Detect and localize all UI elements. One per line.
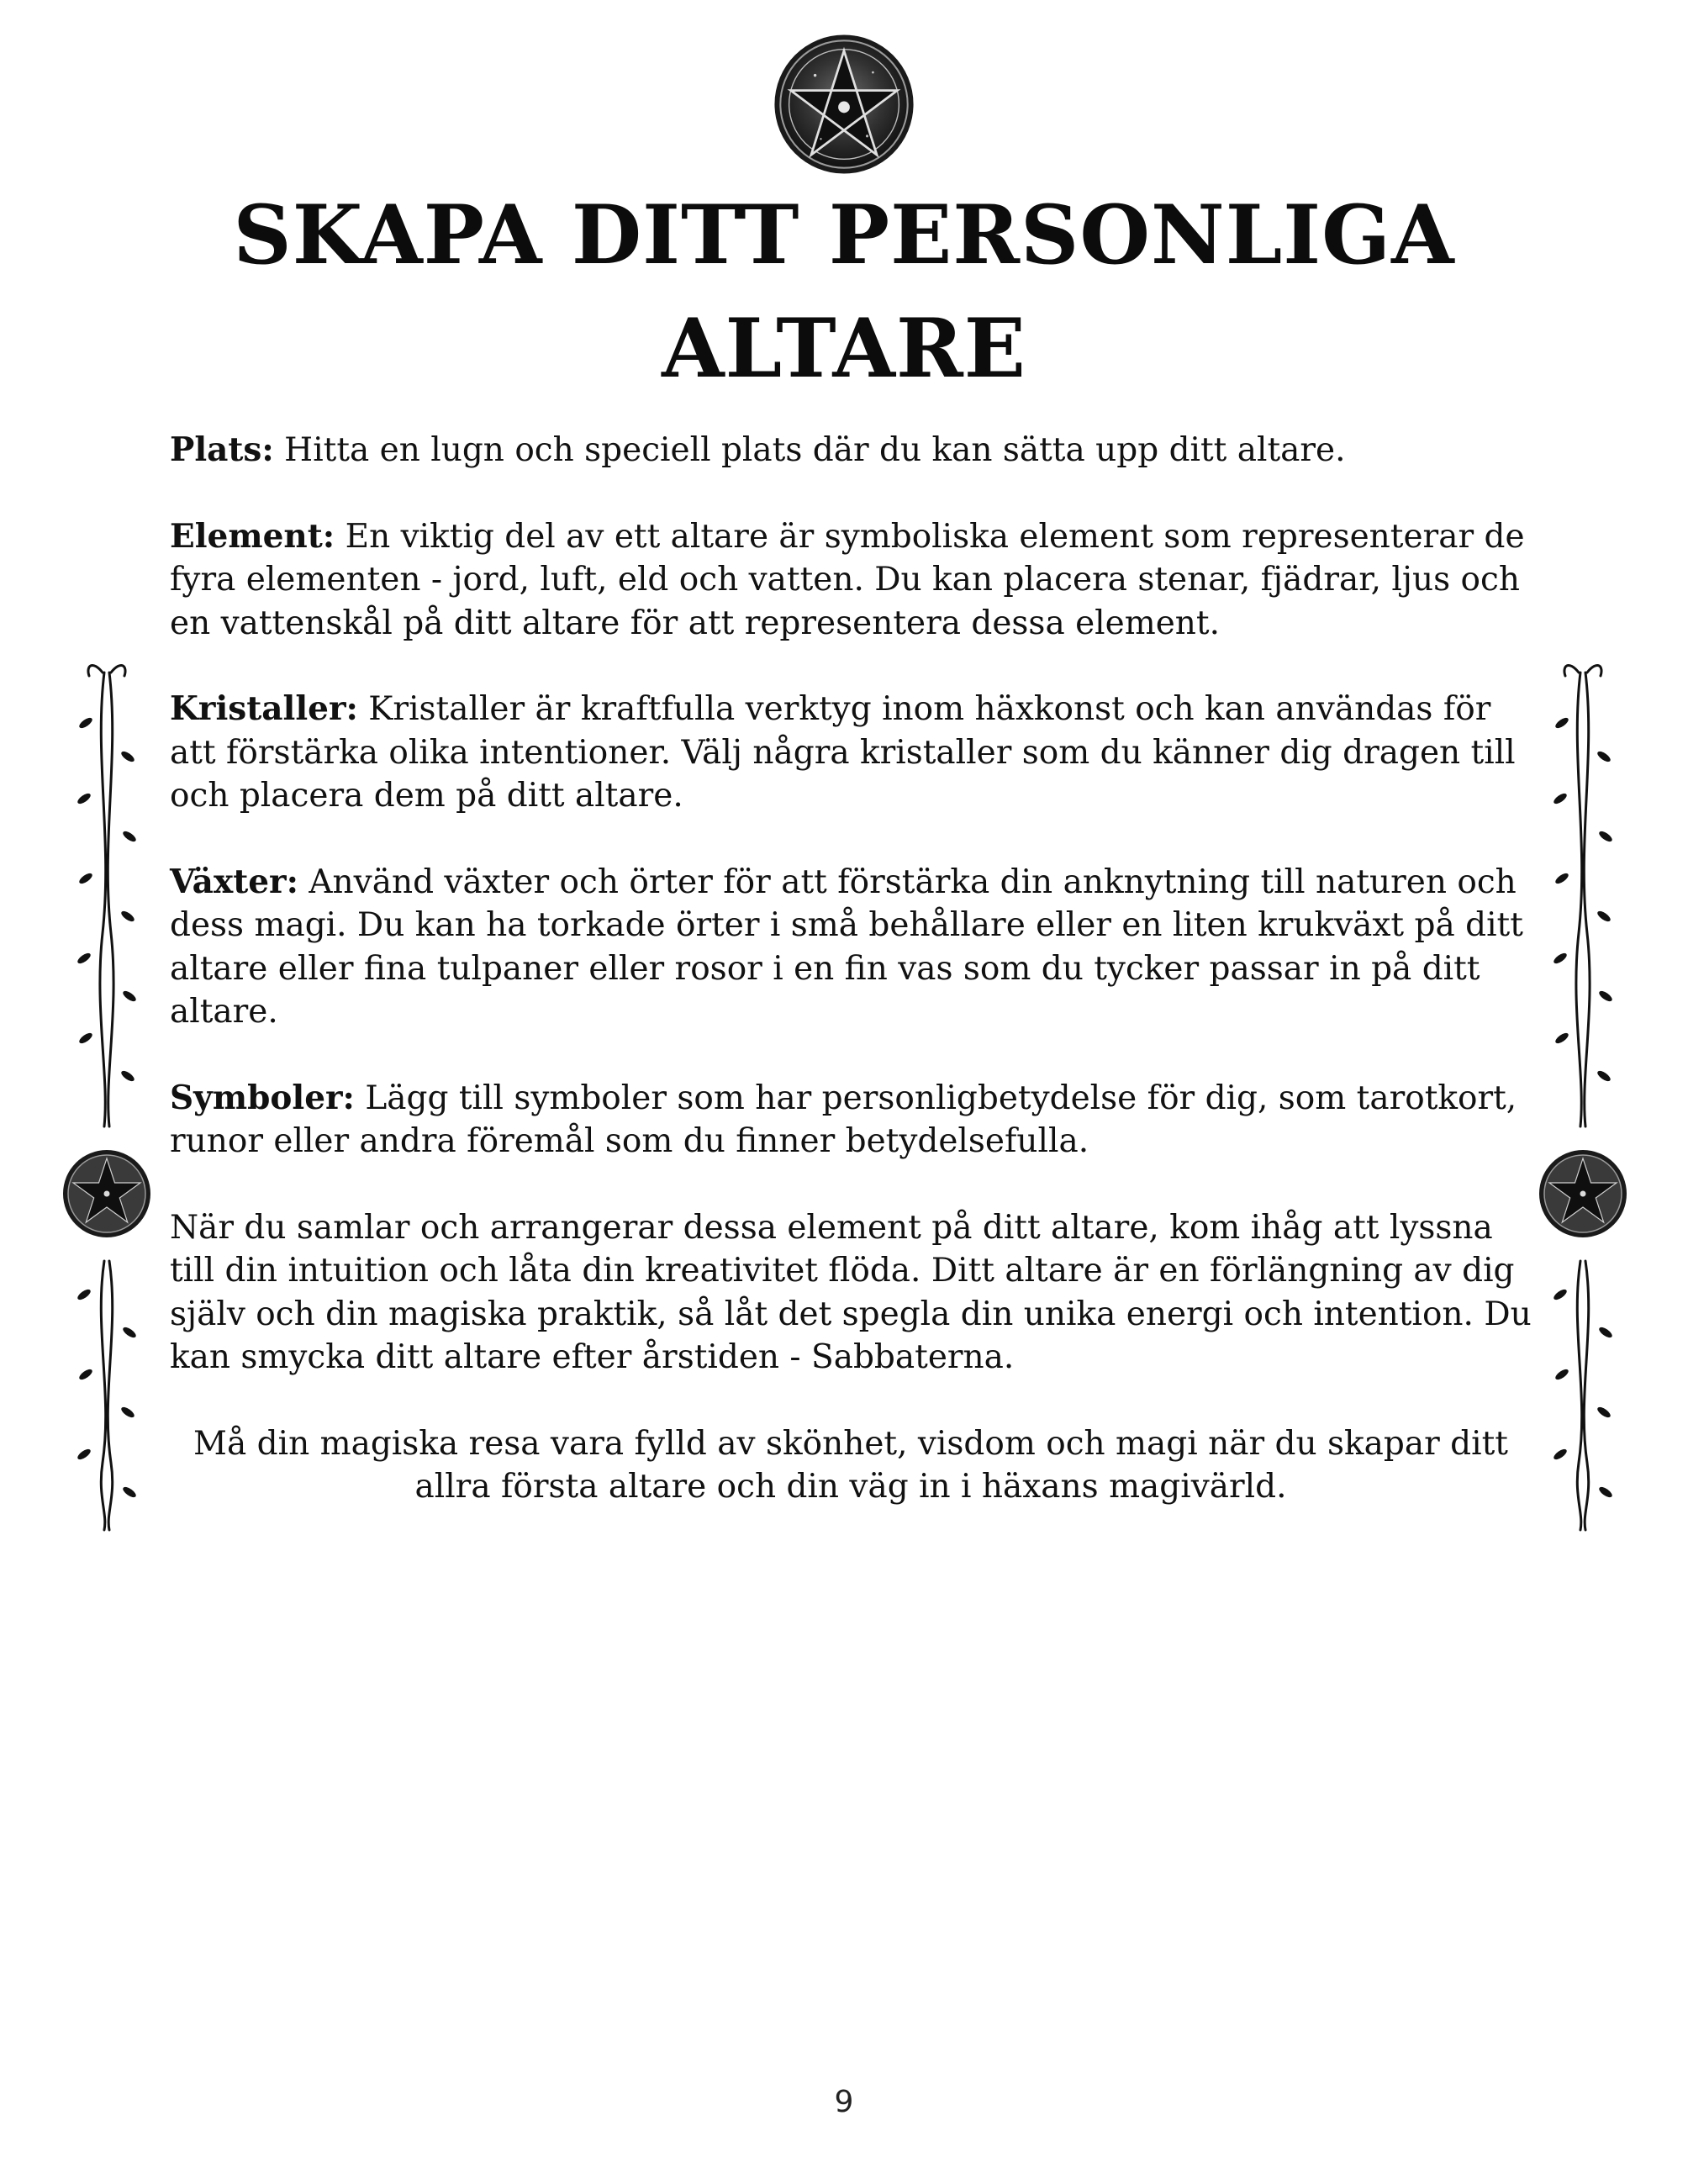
pentacle-icon [772, 32, 916, 177]
section-text: En viktig del av ett altare är symboliska element som representerar de fyra elementen - jord, luft, eld och vatten. Du kan placera stenar, fjädrar, ljus och en vattenskål på ditt altare för att representera dessa element. [170, 517, 1525, 642]
section-symboler [170, 1077, 1532, 1163]
section-kristaller [170, 688, 1532, 818]
section-text: Hitta en lugn och speciell plats där du kan sätta upp ditt altare. [273, 431, 1346, 469]
section-vaxter [170, 861, 1532, 1034]
page-number: 9 [834, 2085, 854, 2119]
section-label: Element: [170, 516, 335, 556]
section-text: Lägg till symboler som har personligbetydelse för dig, som tarotkort, runor eller andra föremål som du finner betydelsefulla. [170, 1079, 1517, 1160]
section-label: Symboler: [170, 1078, 355, 1117]
section-label: Växter: [170, 862, 298, 901]
body-paragraph: När du samlar och arrangerar dessa element på ditt altare, kom ihåg att lyssna till din intuition och låta din kreativitet flöda. Ditt altare är en förlängning av dig själv och din magiska praktik, så låt det spegla din unika energi och intention. Du kan smycka ditt altare efter årstiden - Sabbaterna. [170, 1208, 1532, 1376]
section-element [170, 515, 1532, 646]
section-text: Kristaller är kraftfulla verktyg inom häxkonst och kan användas för att förstärka olika intentioner. Välj några kristaller som du känner dig dragen till och placera dem på ditt altare. [170, 690, 1516, 815]
vine-with-pentacle-icon [1537, 656, 1629, 1534]
section-plats [170, 429, 1532, 472]
main-content [170, 429, 1532, 1552]
section-text: Använd växter och örter för att förstärka din anknytning till naturen och dess magi. Du kan ha torkade örter i små behållare eller en liten krukväxt på ditt altare eller fina tulpaner eller rosor i en fin vas som du tycker passar in på ditt altare. [170, 863, 1523, 1031]
closing-paragraph: Må din magiska resa vara fylld av skönhet, visdom och magi när du skapar ditt allra första altare och din väg in i häxans magivärld. [193, 1424, 1508, 1506]
page-title-line-1: SKAPA DITT PERSONLIGA [233, 187, 1455, 282]
section-label: Plats: [170, 430, 274, 469]
section-label: Kristaller: [170, 689, 358, 728]
page-title-line-2: ALTARE [662, 301, 1026, 396]
vine-with-pentacle-icon [61, 656, 153, 1534]
